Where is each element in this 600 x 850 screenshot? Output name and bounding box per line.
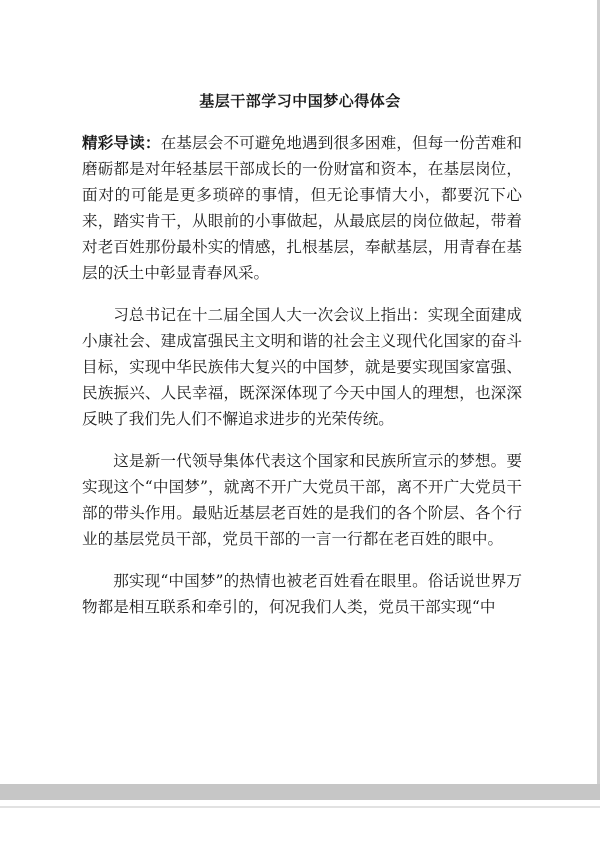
document-title: 基层干部学习中国梦心得体会 — [199, 92, 401, 110]
body-paragraph-2: 这是新一代领导集体代表这个国家和民族所宣示的梦想。要实现这个“中国梦”，就离不开广大党员干部，离不开广大党员干部的带头作用。最贴近基层老百姓的是我们的各个阶层、各个行业的基层党员干部，党员干部的一言一行都在老百姓的眼中。 — [82, 452, 522, 548]
document-body — [82, 130, 522, 636]
body-paragraph-3: 那实现“中国梦”的热情也被老百姓看在眼里。俗话说世界万物都是相互联系和牵引的，何况我们人类，党员干部实现“中 — [82, 572, 522, 616]
lead-text: 在基层会不可避免地遇到很多困难，但每一份苦难和磨砺都是对年轻基层干部成长的一份财富和资本，在基层岗位，面对的可能是更多琐碎的事情，但无论事情大小，都要沉下心来，踏实肯干，从眼前的小事做起，从最底层的岗位做起，带着对老百姓那份最朴实的情感，扎根基层，奉献基层，用青春在基层的沃土中彰显青春风采。 — [82, 134, 522, 282]
page-footer-line — [0, 806, 600, 808]
lead-label: 精彩导读： — [82, 134, 161, 152]
lead-paragraph — [82, 130, 522, 286]
body-paragraph-1: 习总书记在十二届全国人大一次会议上指出：实现全面建成小康社会、建成富强民主文明和谐的社会主义现代化国家的奋斗目标，实现中华民族伟大复兴的中国梦，就是要实现国家富强、民族振兴、人民幸福，既深深体现了今天中国人的理想，也深深反映了我们先人们不懈追求进步的光荣传统。 — [82, 306, 522, 428]
page-footer-bar — [0, 784, 600, 800]
